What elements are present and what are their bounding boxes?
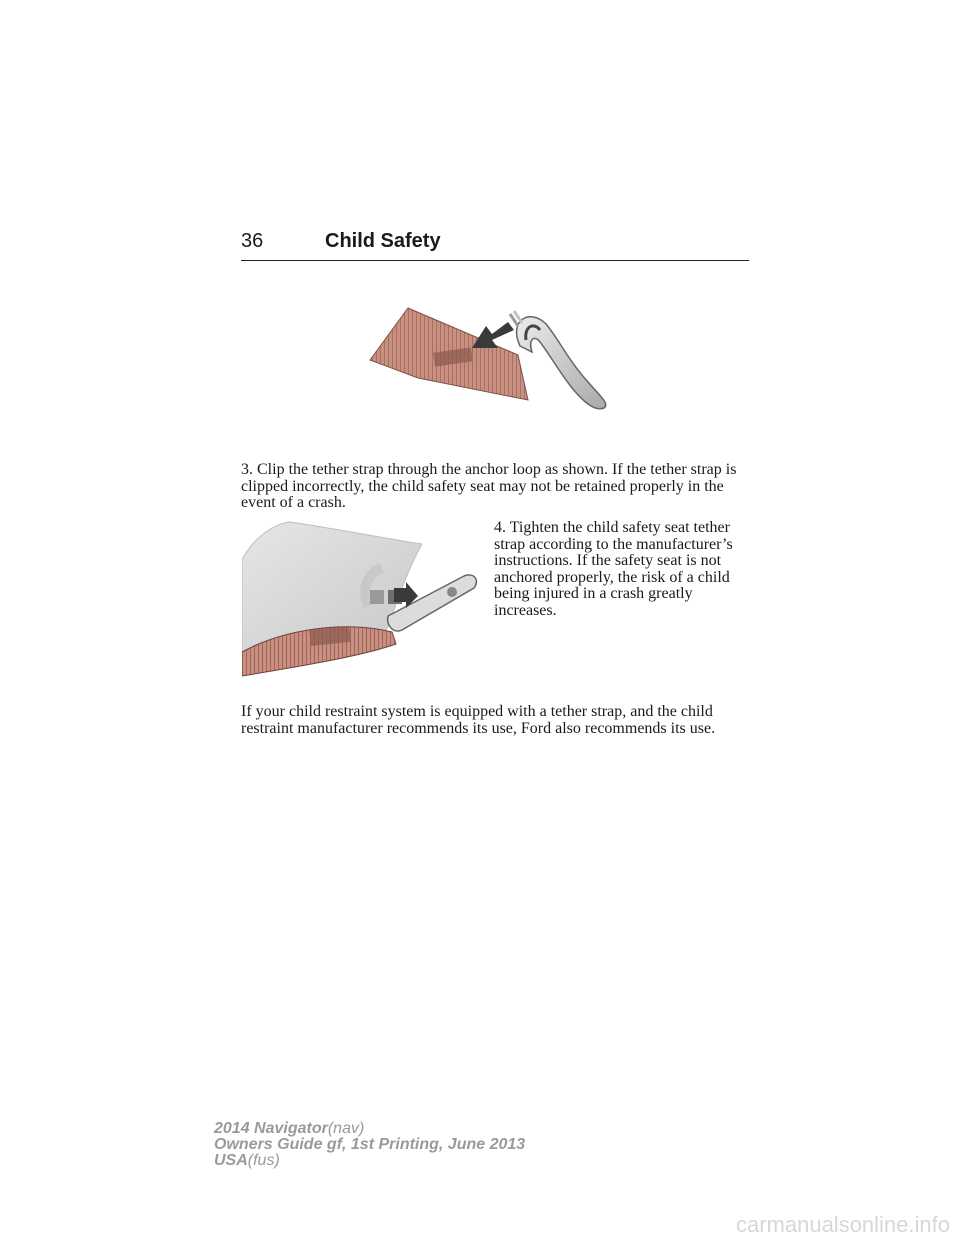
page-header xyxy=(241,228,749,262)
tether-strap-clip-illustration xyxy=(368,300,618,415)
footer-model-code: (nav) xyxy=(327,1120,365,1137)
direction-arrow-icon xyxy=(472,322,514,348)
footer-market: USA xyxy=(214,1152,248,1169)
header-rule xyxy=(241,260,749,261)
step-3-text: 3. Clip the tether strap through the anchor loop as shown. If the tether strap is clipped incorrectly, the child safety seat may not be retained properly in the event of a crash. xyxy=(241,461,737,511)
footer-model: 2014 Navigator xyxy=(214,1120,328,1137)
document-footer xyxy=(214,1121,525,1169)
watermark: carmanualsonline.info xyxy=(735,1212,950,1237)
page-number: 36 xyxy=(241,230,264,252)
footer-edition: Owners Guide gf, 1st Printing, June 2013 xyxy=(214,1136,526,1153)
section-title: Child Safety xyxy=(325,230,441,252)
tether-note-text: If your child restraint system is equipped with a tether strap, and the child restraint manufacturer recommends its use, Ford also recommends its use. xyxy=(241,703,716,737)
anchor-hook xyxy=(517,317,606,409)
tighten-tether-strap-illustration xyxy=(242,520,480,680)
step-4-text: 4. Tighten the child safety seat tether strap according to the manufacturer’s instructions. If the safety seat is not anchored properly, the risk of a child being injured in a crash greatly increases. xyxy=(494,519,733,619)
footer-market-code: (fus) xyxy=(247,1152,280,1169)
